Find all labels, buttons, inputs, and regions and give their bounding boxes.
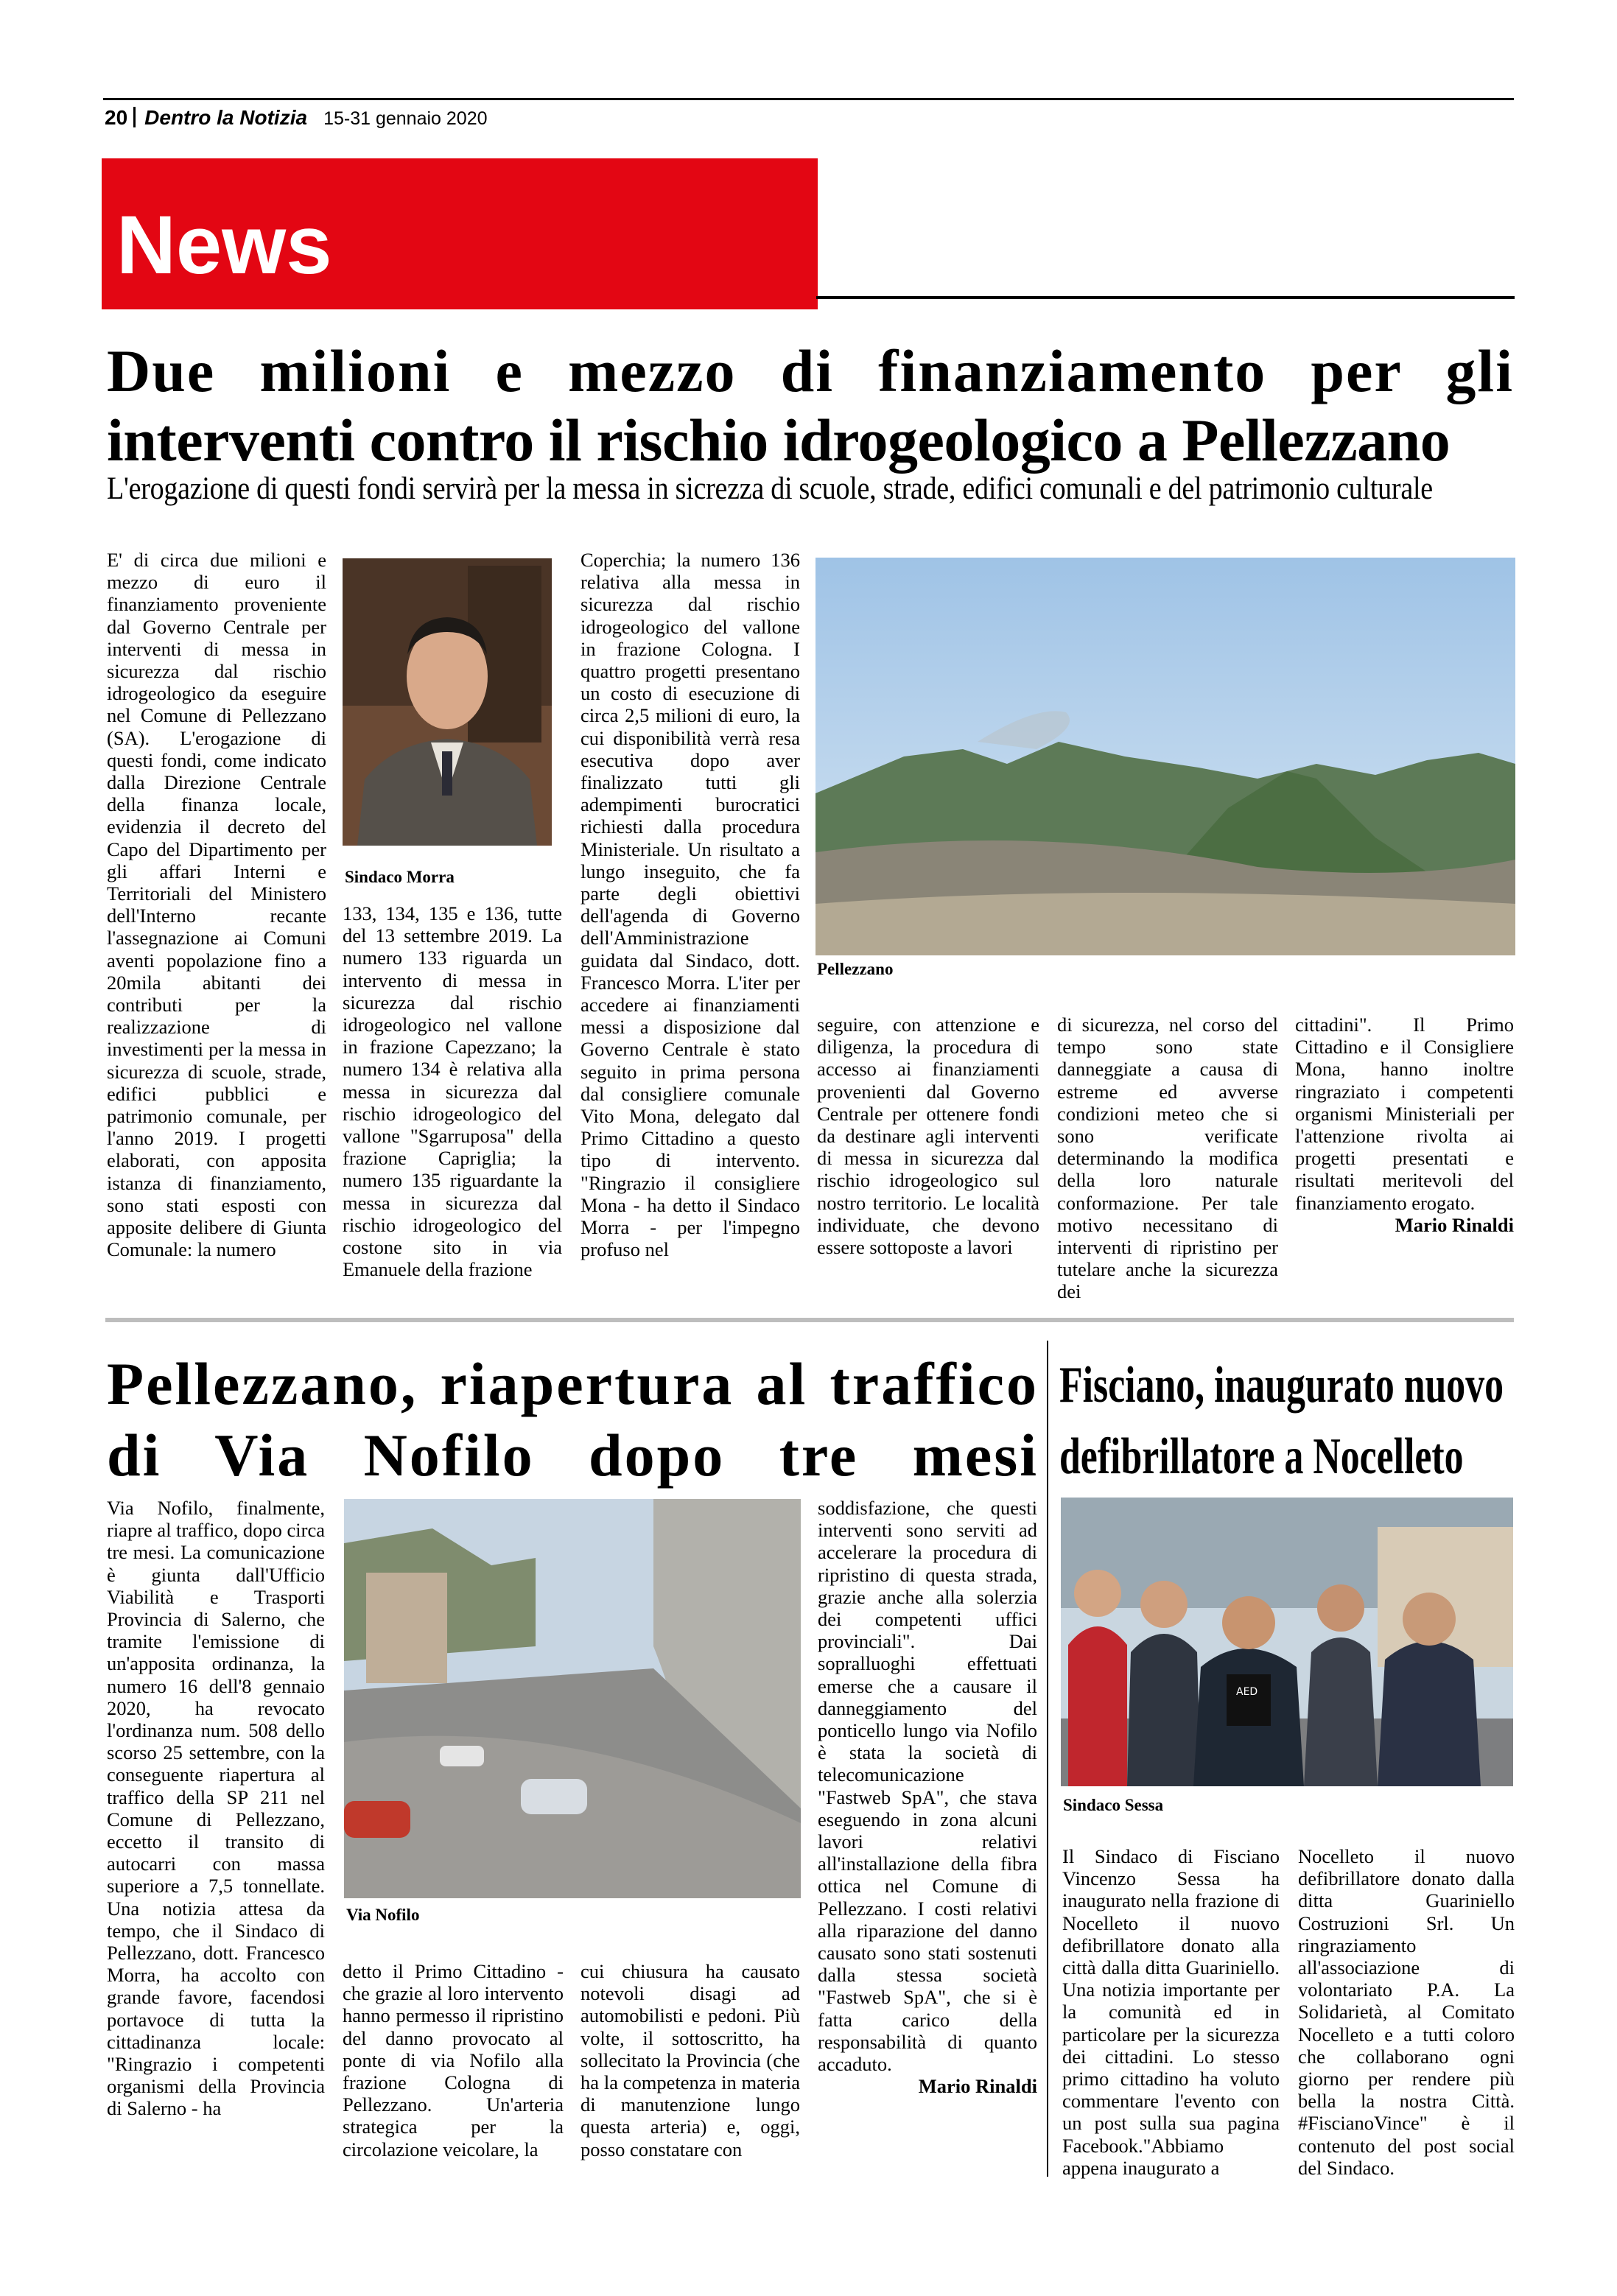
caption-sindaco-sessa: Sindaco Sessa: [1063, 1796, 1164, 1814]
article3-col1-text: Il Sindaco di Fisciano Vincenzo Sessa ha inaugurato nella frazione di Nocelleto il nuovo defibrillatore donato alla città dalla ditta Guariniello. Una notizia importante per la comunità ed in particolare per la sicurezza dei cittadini. Lo stesso primo cittadino ha voluto commentare l'evento con un post sulla sua pagina Facebook."Abbiamo appena inaugurato a: [1062, 1845, 1280, 2179]
article3-column2: [1298, 1845, 1515, 2179]
section-label: News: [116, 199, 332, 291]
article2-column4: [818, 1497, 1037, 2097]
article1-col6-text: cittadini". Il Primo Cittadino e il Consigliere Mona, hanno inoltre ringraziato i competenti organismi Ministeriali per l'attenzione rivolta ai progetti presentati e risultati meritevoli del finanziamento erogato.: [1295, 1014, 1514, 1214]
article2-title: [107, 1348, 1039, 1491]
article2-author: Mario Rinaldi: [918, 2075, 1037, 2098]
article3-title-line1: Fisciano, inaugurato nuovo: [1059, 1357, 1504, 1414]
article-divider: [105, 1318, 1514, 1322]
article2-column3: [580, 1960, 800, 2160]
photo-pellezzano: [815, 558, 1515, 955]
article1-col5-text: di sicurezza, nel corso del tempo sono state danneggiate a causa di estreme ed avverse condizioni meteo che si sono verificate determinando la modifica della loro naturale conformazione. Per tale motivo necessitano di interventi di ripristino per tutelare anche la sicurezza dei: [1057, 1014, 1278, 1303]
article1-column4: [817, 1014, 1039, 1258]
page-number: 20: [105, 106, 128, 129]
article1-subtitle: L'erogazione di questi fondi servirà per la messa in sicrezza di scuole, strade, edifici comunali e del patrimonio culturale: [107, 471, 1433, 506]
page-header: [105, 106, 488, 130]
article1-title-line1: Due milioni e mezzo di finanziamento per gli: [107, 337, 1514, 404]
article2-title-line2: di Via Nofilo dopo tre mesi: [107, 1422, 1039, 1489]
photo-via-nofilo: [344, 1499, 801, 1898]
caption-via-nofilo: Via Nofilo: [346, 1906, 420, 1924]
section-rule: [816, 296, 1515, 299]
caption-pellezzano: Pellezzano: [817, 960, 894, 978]
group-image: [1061, 1498, 1513, 1786]
article2-col4-text: soddisfazione, che questi interventi sono serviti ad accelerare la procedura di ripristino di questa strada, grazie anche alla solerzia dei competenti uffici provinciali". Dai sopralluoghi effettuati emerse che a causare il danneggiamento del ponticello lungo via Nofilo è stata la società di telecomunicazione "Fastweb SpA", che stava eseguendo in zona alcuni lavori relativi all'installazione della fibra ottica nel Comune di Pellezzano. I costi relativi alla riparazione del danno causato sono stati sostenuti dalla stessa società "Fastweb SpA", che si è fatta carico della responsabilità di quanto accaduto.: [818, 1497, 1037, 2076]
photo-sindaco-sessa: [1061, 1498, 1513, 1786]
portrait-image: [343, 558, 552, 846]
article1-column1: [107, 549, 326, 1261]
landscape-image: [815, 558, 1515, 955]
article3-column1: [1062, 1845, 1280, 2179]
article1-col2-text: 133, 134, 135 e 136, tutte del 13 settembre 2019. La numero 133 riguarda un intervento di messa in sicurezza dal rischio idrogeologico nel vallone in frazione Capezzano; la numero 134 è relativa alla messa in sicurezza dal rischio idrogeologico del vallone "Sgarruposa" della frazione Capriglia; la numero 135 riguardante la messa in sicurezza dal rischio idrogeologico del costone sito in via Emanuele della frazione: [343, 902, 562, 1281]
article1-title-line2: interventi contro il rischio idrogeologico a Pellezzano: [107, 407, 1451, 474]
street-image: [344, 1499, 801, 1898]
article1-col3-text: Coperchia; la numero 136 relativa alla messa in sicurezza dal rischio idrogeologico del vallone in frazione Cologna. I quattro progetti presentano un costo di esecuzione di circa 2,5 milioni di euro, la cui disponibilità verrà resa esecutiva dopo aver finalizzato tutti gli adempimenti burocratici richiesti dalla procedura Ministeriale. Un risultato a lungo inseguito, che fa parte degli obiettivi dell'agenda di Governo dell'Amministrazione guidata dal Sindaco, dott. Francesco Morra. L'iter per accedere ai finanziamenti messi a disposizione dal Governo Centrale è stato seguito in prima persona dal consigliere comunale Vito Mona, delegato dal Primo Cittadino a questo tipo di intervento. "Ringrazio il consigliere Mona - ha detto il Sindaco Morra - per l'impegno profuso nel: [580, 549, 800, 1261]
aed-label: AED: [1236, 1686, 1258, 1698]
article2-col1-text: Via Nofilo, finalmente, riapre al traffico, dopo circa tre mesi. La comunicazione è giunta dall'Ufficio Viabilità e Trasporti Provincia di Salerno, che tramite l'emissione di un'apposita ordinanza, la numero 16 dell'8 gennaio 2020, ha revocato l'ordinanza num. 508 dello scorso 25 settembre, con la conseguente riapertura al traffico della SP 211 nel Comune di Pellezzano, eccetto il transito di autocarri con massa superiore a 7,5 tonnellate. Una notizia attesa da tempo, che il Sindaco di Pellezzano, dott. Francesco Morra, ha accolto con grande favore, facendosi portavoce di tutta la cittadinanza locale: "Ringrazio i competenti organismi della Provincia di Salerno - ha: [107, 1497, 326, 2120]
article2-col2-text: detto il Primo Cittadino - che grazie al loro intervento hanno permesso il ripristino del danno provocato al ponte di via Nofilo alla frazione Cologna di Pellezzano. Un'arteria strategica per la circolazione veicolare, la: [343, 1960, 564, 2160]
photo-sindaco-morra: [343, 558, 552, 846]
article1-column3: [580, 549, 800, 1261]
article1-author: Mario Rinaldi: [1395, 1213, 1514, 1236]
column-divider: [1047, 1341, 1048, 2177]
article2-title-line1: Pellezzano, riapertura al traffico: [107, 1350, 1039, 1417]
article1-col1-text: E' di circa due milioni e mezzo di euro il finanziamento proveniente dal Governo Centrale per interventi di messa in sicurezza dal rischio idrogeologico da eseguire nel Comune di Pellezzano (SA). L'erogazione di questi fondi, come indicato dalla Direzione Centrale della finanza locale, evidenzia il decreto del Capo del Dipartimento per gli affari Interni e Territoriali del Ministero dell'Interno recante l'assegnazione ai Comuni aventi popolazione fino a 20mila abitanti dei contributi per la realizzazione di investimenti per la messa in sicurezza di scuole, strade, edifici pubblici e patrimonio comunale, per l'anno 2019. I progetti elaborati, con apposita istanza di finanziamento, sono stati esposti con apposite delibere di Giunta Comunale: la numero: [107, 549, 326, 1261]
article1-column5: [1057, 1014, 1278, 1303]
article2-column2: [343, 1960, 564, 2160]
article2-col3-text: cui chiusura ha causato notevoli disagi ad automobilisti e pedoni. Più volte, il sottoscritto, ha sollecitato la Provincia (che ha la competenza in materia di manutenzione lungo questa arteria) e, oggi, posso constatare con: [580, 1960, 800, 2160]
article1-col4-text: seguire, con attenzione e diligenza, la procedura di accesso ai finanziamenti provenienti dal Governo Centrale per ottenere fondi da destinare agli interventi di messa in sicurezza dal rischio idrogeologico sul nostro territorio. Le località individuate, che devono essere sottoposte a lavori: [817, 1014, 1039, 1259]
article1-column2: [343, 902, 562, 1280]
article3-title: [1059, 1349, 1516, 1492]
header-rule: [103, 98, 1514, 100]
article3-title-line2: defibrillatore a Nocelleto: [1059, 1428, 1464, 1485]
article3-col2-text: Nocelleto il nuovo defibrillatore donato dalla ditta Guariniello Costruzioni Srl. Un ringraziamento all'associazione di volontariato P.A. La Solidarietà, al Comitato Nocelleto e a tutti coloro che collaborano ogni giorno per rendere più bella la nostra Città. #FiscianoVince" è il contenuto del post social del Sindaco.: [1298, 1845, 1515, 2179]
article1-column6: [1295, 1014, 1514, 1236]
article2-column1: [107, 1497, 325, 2120]
caption-sindaco-morra: Sindaco Morra: [345, 868, 455, 886]
issue-date: 15-31 gennaio 2020: [323, 108, 488, 129]
section-banner: [102, 158, 818, 309]
masthead: Dentro la Notizia: [144, 106, 308, 129]
header-separator: [133, 107, 136, 127]
